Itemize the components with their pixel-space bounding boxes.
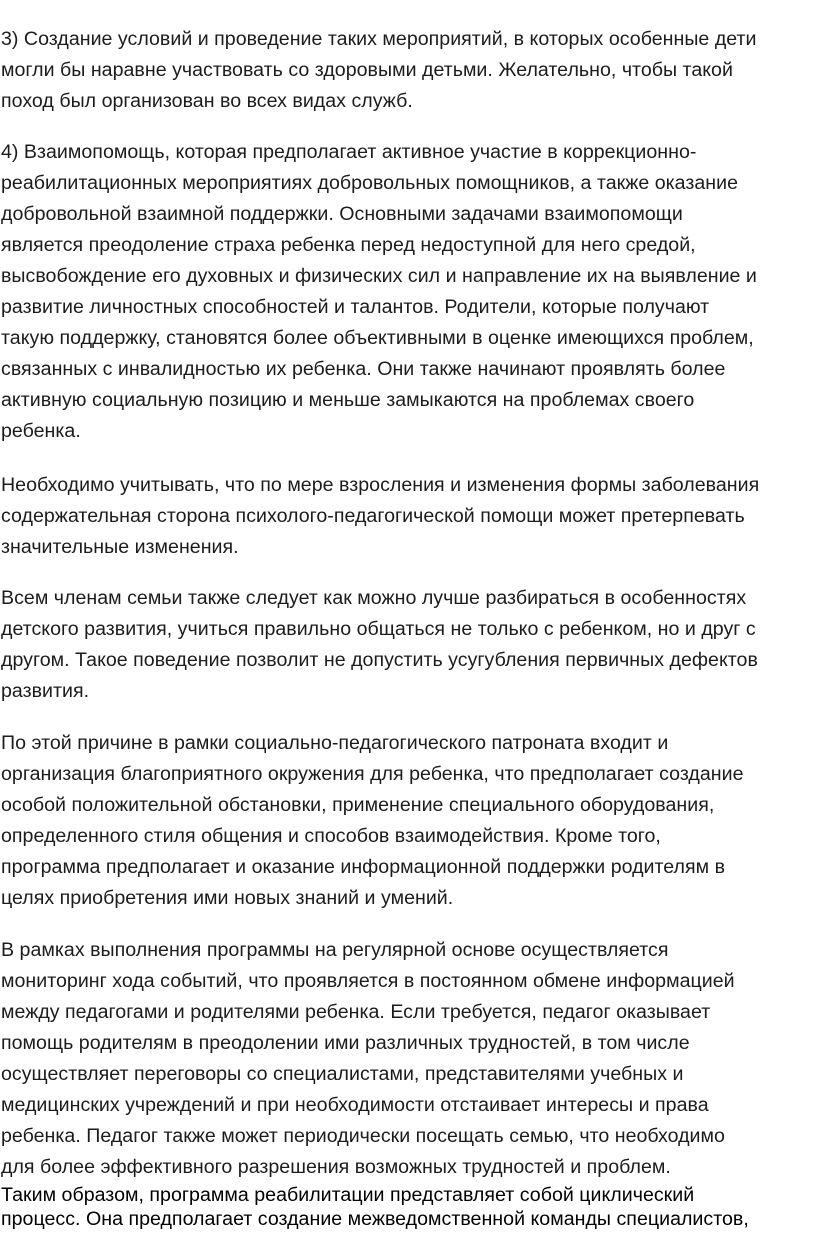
text-line: мониторинг хода событий, что проявляется в постоянном обмене информацией — [1, 970, 735, 992]
text-line: для более эффективного разрешения возможных трудностей и проблем. — [1, 1156, 671, 1178]
paragraph-conclusion — [1, 1183, 749, 1231]
text-line: связанных с инвалидностью их ребенка. Они также начинают проявлять более — [1, 358, 726, 380]
text-line: осуществляет переговоры со специалистами, представителями учебных и — [1, 1063, 684, 1085]
text-line: Необходимо учитывать, что по мере взросления и изменения формы заболевания — [1, 474, 760, 496]
paragraph-family-members — [1, 583, 758, 707]
text-line: особой положительной обстановки, применение специального оборудования, — [1, 794, 715, 816]
text-line: По этой причине в рамки социально-педагогического патроната входит и — [1, 732, 669, 754]
paragraph-conditions — [1, 24, 757, 117]
text-line: помощь родителям в преодолении ими различных трудностей, в том числе — [1, 1032, 690, 1054]
text-line: развития. — [1, 680, 90, 702]
text-line: является преодоление страха ребенка перед недоступной для него средой, — [1, 234, 696, 256]
paragraph-mutual-aid — [1, 137, 757, 447]
text-line: процесс. Она предполагает создание межведомственной команды специалистов, — [1, 1208, 749, 1230]
text-line: развитие личностных способностей и талантов. Родители, которые получают — [1, 296, 710, 318]
text-line: детского развития, учиться правильно общаться не только с ребенком, но и друг с — [1, 618, 756, 640]
text-line: такую поддержку, становятся более объективными в оценке имеющихся проблем, — [1, 327, 754, 349]
text-line: ребенка. — [1, 420, 81, 442]
text-line: активную социальную позицию и меньше замыкаются на проблемах своего — [1, 389, 695, 411]
text-line: организация благоприятного окружения для ребенка, что предполагает создание — [1, 763, 744, 785]
paragraph-disease-changes — [1, 470, 759, 563]
text-line: Всем членам семьи также следует как можно лучше разбираться в особенностях — [1, 587, 747, 609]
text-line: другом. Такое поведение позволит не допустить усугубления первичных дефектов — [1, 649, 758, 671]
text-line: медицинских учреждений и при необходимости отстаивает интересы и права — [1, 1094, 709, 1116]
text-line: между педагогами и родителями ребенка. Если требуется, педагог оказывает — [1, 1001, 711, 1023]
paragraph-monitoring — [1, 935, 735, 1183]
text-line: высвобождение его духовных и физических сил и направление их на выявление и — [1, 265, 757, 287]
text-line: В рамках выполнения программы на регулярной основе осуществляется — [1, 939, 669, 961]
text-line: Таким образом, программа реабилитации представляет собой циклический — [1, 1184, 695, 1206]
text-line: 4) Взаимопомощь, которая предполагает активное участие в коррекционно- — [1, 141, 697, 163]
text-line: значительные изменения. — [1, 536, 239, 558]
text-line: добровольной взаимной поддержки. Основными задачами взаимопомощи — [1, 203, 683, 225]
text-line: реабилитационных мероприятиях добровольных помощников, а также оказание — [1, 172, 738, 194]
text-line: 3) Создание условий и проведение таких мероприятий, в которых особенные дети — [1, 28, 757, 50]
text-line: определенного стиля общения и способов взаимодействия. Кроме того, — [1, 825, 661, 847]
text-line: целях приобретения ими новых знаний и умений. — [1, 887, 454, 909]
text-line: поход был организован во всех видах служб. — [1, 90, 413, 112]
text-line: содержательная сторона психолого-педагогической помощи может претерпевать — [1, 505, 745, 527]
text-line: могли бы наравне участвовать со здоровыми детьми. Желательно, чтобы такой — [1, 59, 733, 81]
text-line: программа предполагает и оказание информационной поддержки родителям в — [1, 856, 726, 878]
paragraph-environment — [1, 728, 744, 914]
text-line: ребенка. Педагог также может периодически посещать семью, что необходимо — [1, 1125, 725, 1147]
